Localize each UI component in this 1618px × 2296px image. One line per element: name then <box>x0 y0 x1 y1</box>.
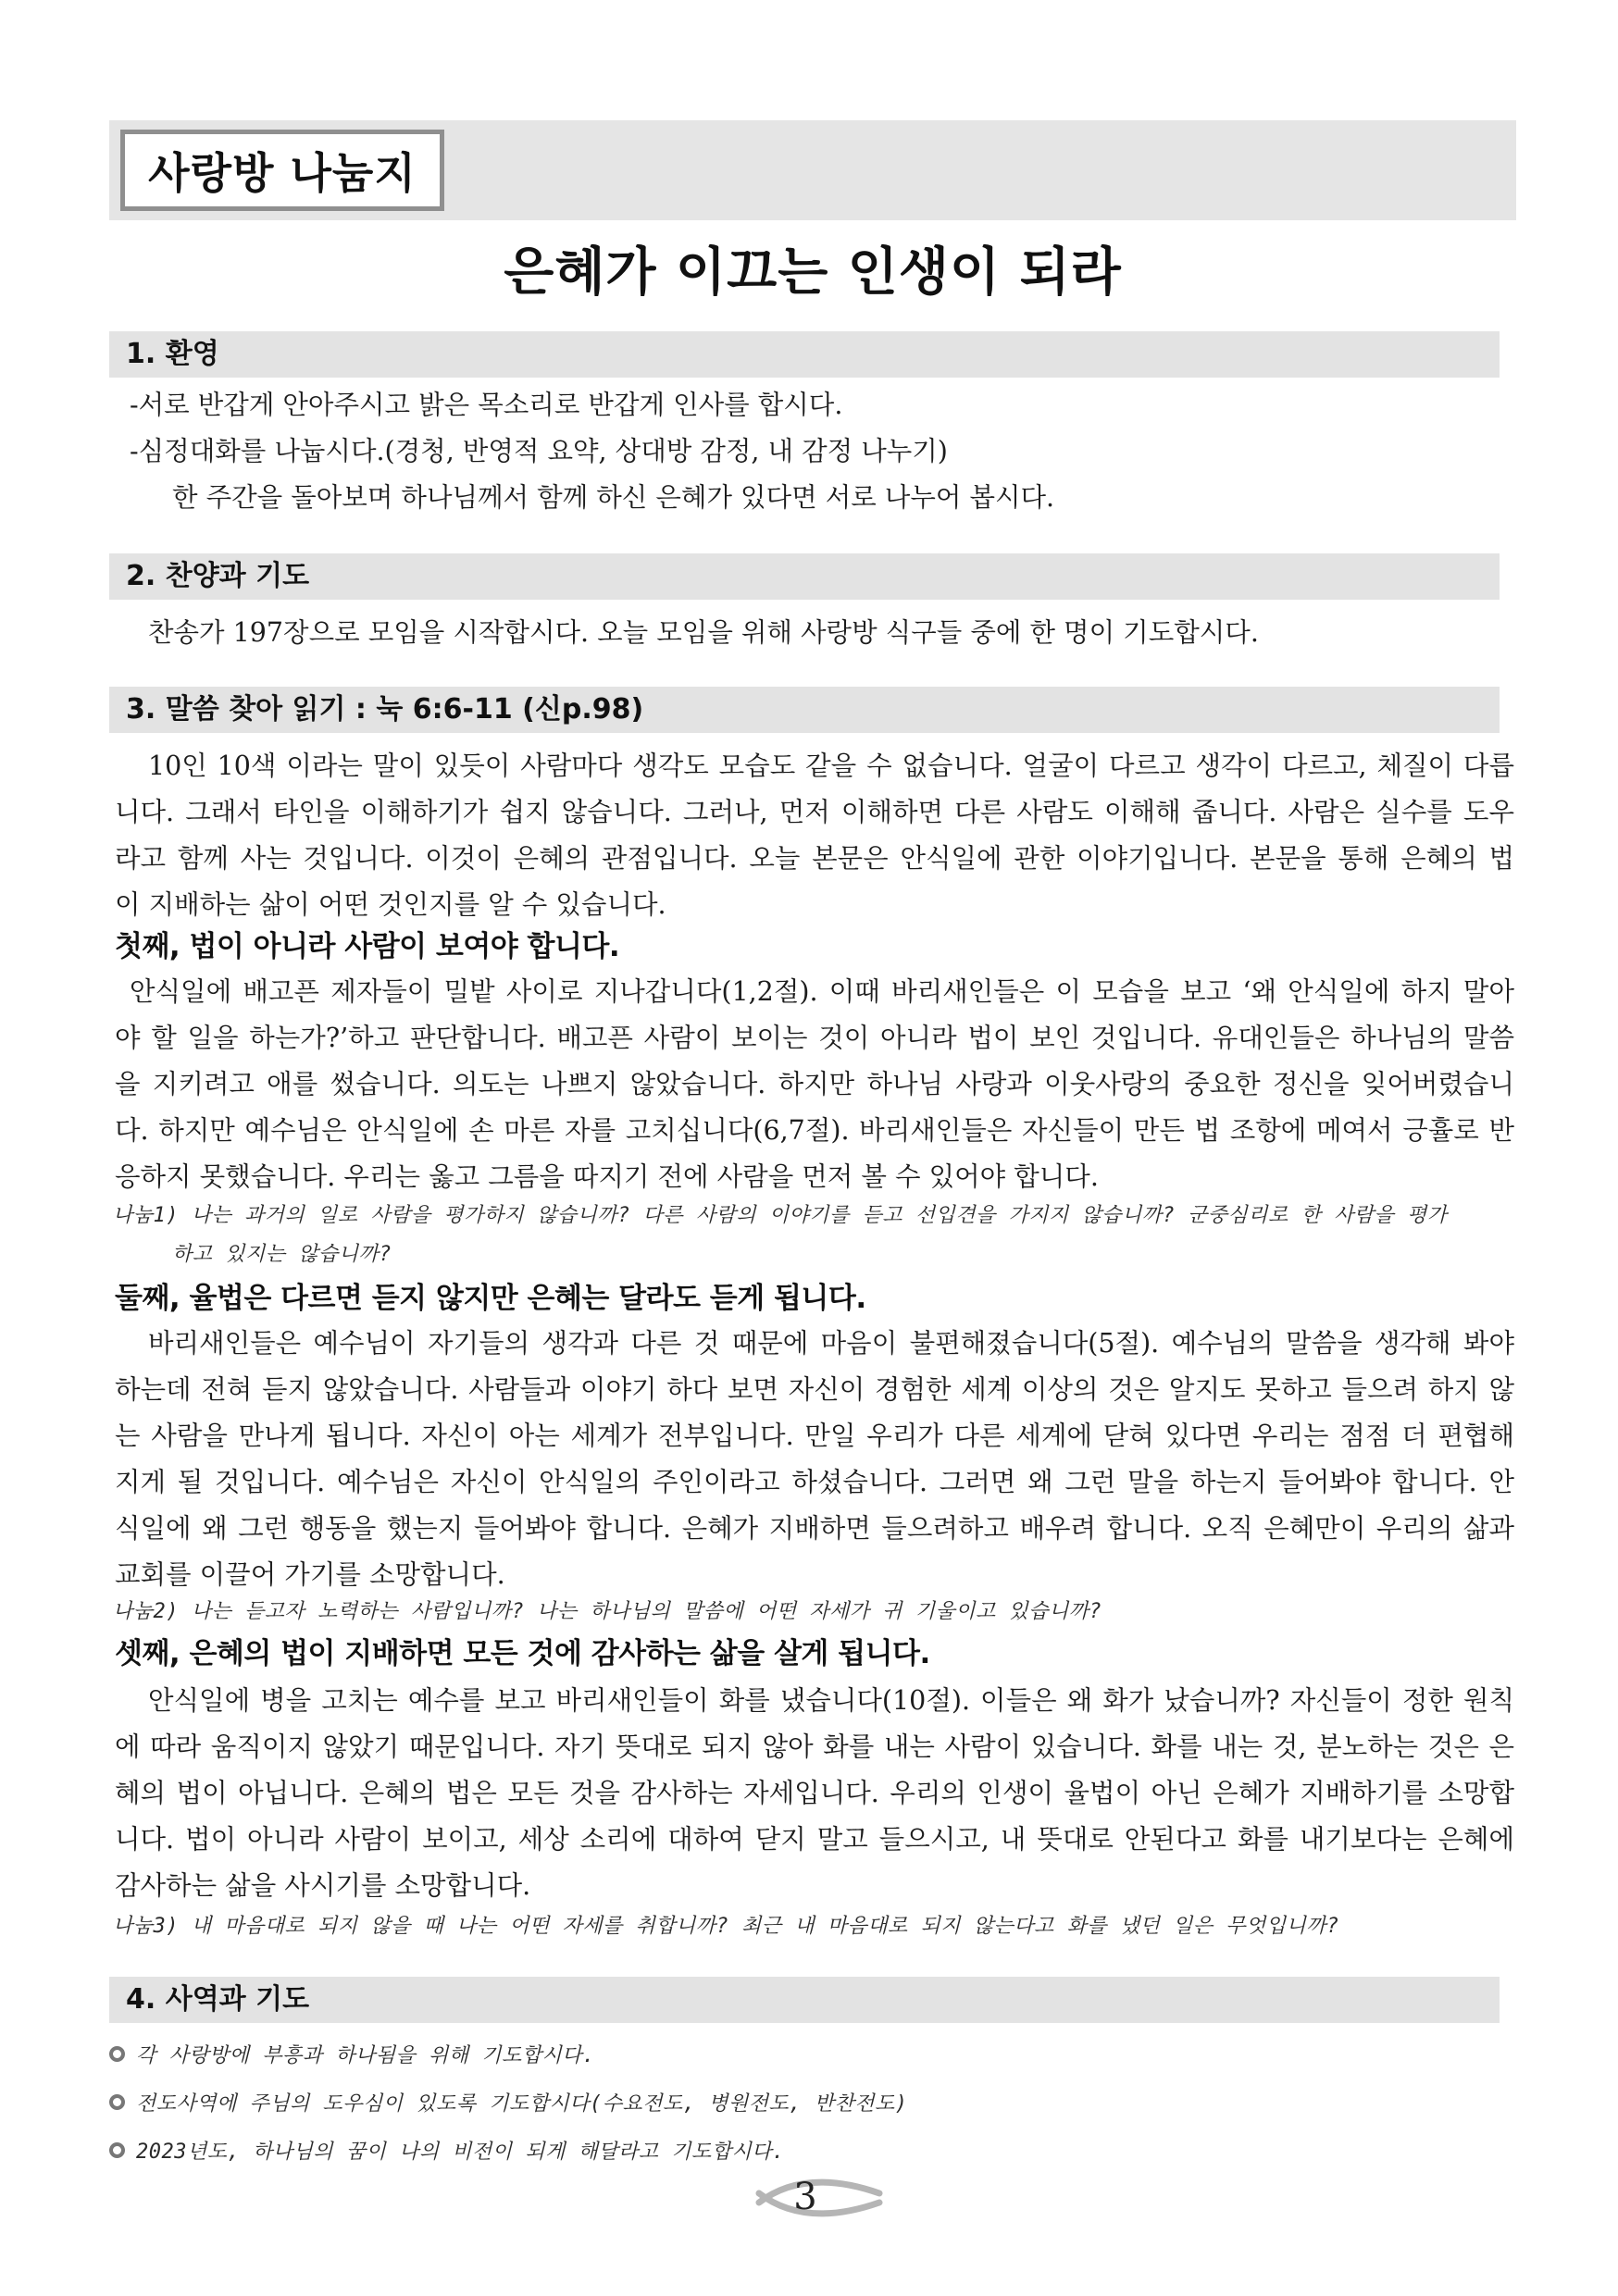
prayer-item-text: 전도사역에 주님의 도우심이 있도록 기도합시다(수요전도, 병원전도, 반찬전도) <box>136 2092 908 2116</box>
prayer-item <box>109 2040 595 2068</box>
handwritten-sharing: 하고 있지는 않습니까? <box>172 1243 392 1266</box>
text-line: 는 사람을 만나게 됩니다. 자신이 아는 세계가 전부입니다. 만일 우리가 다른 세계에 닫혀 있다면 우리는 점점 더 편협해 <box>115 1421 1514 1451</box>
text-line: 바리새인들은 예수님이 자기들의 생각과 다른 것 때문에 마음이 불편해졌습니다(5절). 예수님의 말씀을 생각해 봐야 <box>148 1328 1514 1359</box>
prayer-item <box>109 2136 785 2165</box>
text-line: 감사하는 삶을 사시기를 소망합니다. <box>115 1870 531 1901</box>
section-heading: 1. 환영 <box>126 338 219 370</box>
text-line: 안식일에 배고픈 제자들이 밀밭 사이로 지나갑니다(1,2절). 이때 바리새인들은 이 모습을 보고 ‘왜 안식일에 하지 말아 <box>130 976 1514 1007</box>
text-line: 혜의 법이 아닙니다. 은혜의 법은 모든 것을 감사하는 자세입니다. 우리의 인생이 율법이 아닌 은혜가 지배하기를 소망합 <box>115 1778 1514 1808</box>
section-heading: 3. 말씀 찾아 읽기 : 눅 6:6-11 (신p.98) <box>126 693 644 726</box>
handwritten-sharing: 나눔2) 나는 듣고자 노력하는 사람입니까? 나는 하나님의 말씀에 어떤 자세가 귀 기울이고 있습니까? <box>113 1600 1102 1623</box>
page-number-area <box>0 2166 1618 2230</box>
handwritten-sharing: 나눔3) 내 마음대로 되지 않을 때 나는 어떤 자세를 취합니까? 최근 내 마음대로 되지 않는다고 화를 냈던 일은 무엇입니까? <box>113 1915 1339 1938</box>
text-line: 안식일에 병을 고치는 예수를 보고 바리새인들이 화를 냈습니다(10절). 이들은 왜 화가 났습니까? 자신들이 정한 원칙 <box>148 1685 1514 1716</box>
circle-bullet-icon <box>109 2094 125 2110</box>
section-bar-praise <box>109 553 1500 600</box>
handwritten-sharing: 나눔1) 나는 과거의 일로 사람을 평가하지 않습니까? 다른 사람의 이야기를 듣고 선입견을 가지지 않습니까? 군중심리로 한 사람을 평가 <box>113 1204 1448 1227</box>
section-bar-welcome <box>109 331 1500 378</box>
prayer-item <box>109 2088 908 2116</box>
text-line: -심정대화를 나눕시다.(경청, 반영적 요약, 상대방 감정, 내 감정 나누기) <box>130 436 948 466</box>
header-label: 사랑방 나눔지 <box>148 148 417 198</box>
page-title: 은혜가 이끄는 인생이 되라 <box>504 242 1122 303</box>
circle-bullet-icon <box>109 2046 125 2062</box>
section-heading: 2. 찬양과 기도 <box>126 560 310 592</box>
text-line: 식일에 왜 그런 행동을 했는지 들어봐야 합니다. 은혜가 지배하면 들으려하고 배우려 합니다. 오직 은혜만이 우리의 삶과 <box>115 1513 1514 1544</box>
text-line: -서로 반갑게 안아주시고 밝은 목소리로 반갑게 인사를 합시다. <box>130 390 843 420</box>
text-line: 10인 10색 이라는 말이 있듯이 사람마다 생각도 모습도 같을 수 없습니다. 얼굴이 다르고 생각이 다르고, 체질이 다릅 <box>148 751 1514 781</box>
text-line: 하는데 전혀 듣지 않았습니다. 사람들과 이야기 하다 보면 자신이 경험한 세계 이상의 것은 알지도 못하고 들으려 하지 않 <box>115 1374 1514 1405</box>
point-heading: 둘째, 율법은 다르면 듣지 않지만 은혜는 달라도 듣게 됩니다. <box>115 1282 866 1315</box>
text-line: 에 따라 움직이지 않았기 때문입니다. 자기 뜻대로 되지 않아 화를 내는 사람이 있습니다. 화를 내는 것, 분노하는 것은 은 <box>115 1731 1514 1762</box>
text-line: 니다. 그래서 타인을 이해하기가 쉽지 않습니다. 그러나, 먼저 이해하면 다른 사람도 이해해 줍니다. 사람은 실수를 도우 <box>115 797 1514 827</box>
text-line: 야 할 일을 하는가?’하고 판단합니다. 배고픈 사람이 보이는 것이 아니라 법이 보인 것입니다. 유대인들은 하나님의 말씀 <box>115 1023 1514 1053</box>
text-line: 다. 하지만 예수님은 안식일에 손 마른 자를 고치십니다(6,7절). 바리새인들은 자신들이 만든 법 조항에 메여서 긍휼로 반 <box>115 1115 1514 1146</box>
text-line: 응하지 못했습니다. 우리는 옳고 그름을 따지기 전에 사람을 먼저 볼 수 있어야 합니다. <box>115 1161 1099 1192</box>
text-line: 찬송가 197장으로 모임을 시작합시다. 오늘 모임을 위해 사랑방 식구들 중에 한 명이 기도합시다. <box>148 617 1259 648</box>
header-label-box <box>120 130 444 211</box>
prayer-item-text: 각 사랑방에 부흥과 하나됨을 위해 기도합시다. <box>136 2044 595 2067</box>
text-line: 지게 될 것입니다. 예수님은 자신이 안식일의 주인이라고 하셨습니다. 그러면 왜 그런 말을 하는지 들어봐야 합니다. 안 <box>115 1467 1514 1497</box>
text-line: 을 지키려고 애를 썼습니다. 의도는 나쁘지 않았습니다. 하지만 하나님 사랑과 이웃사랑의 중요한 정신을 잊어버렸습니 <box>115 1069 1514 1099</box>
text-line: 교회를 이끌어 가기를 소망합니다. <box>115 1559 505 1590</box>
text-line: 이 지배하는 삶이 어떤 것인지를 알 수 있습니다. <box>115 889 666 920</box>
prayer-item-text: 2023년도, 하나님의 꿈이 나의 비전이 되게 해달라고 기도합시다. <box>136 2141 785 2164</box>
text-line: 한 주간을 돌아보며 하나님께서 함께 하신 은혜가 있다면 서로 나누어 봅시다. <box>172 482 1055 513</box>
section-bar-reading <box>109 687 1500 733</box>
page-number: 3 <box>793 2176 817 2218</box>
text-line: 니다. 법이 아니라 사람이 보이고, 세상 소리에 대하여 닫지 말고 들으시고, 내 뜻대로 안된다고 화를 내기보다는 은혜에 <box>115 1824 1514 1855</box>
point-heading: 첫째, 법이 아니라 사람이 보여야 합니다. <box>115 930 620 963</box>
section-heading: 4. 사역과 기도 <box>126 1983 310 2016</box>
text-line: 라고 함께 사는 것입니다. 이것이 은혜의 관점입니다. 오늘 본문은 안식일에 관한 이야기입니다. 본문을 통해 은혜의 법 <box>115 843 1514 874</box>
section-bar-ministry <box>109 1977 1500 2023</box>
header-band <box>109 120 1516 220</box>
point-heading: 셋째, 은혜의 법이 지배하면 모든 것에 감사하는 삶을 살게 됩니다. <box>115 1637 930 1670</box>
circle-bullet-icon <box>109 2142 125 2158</box>
